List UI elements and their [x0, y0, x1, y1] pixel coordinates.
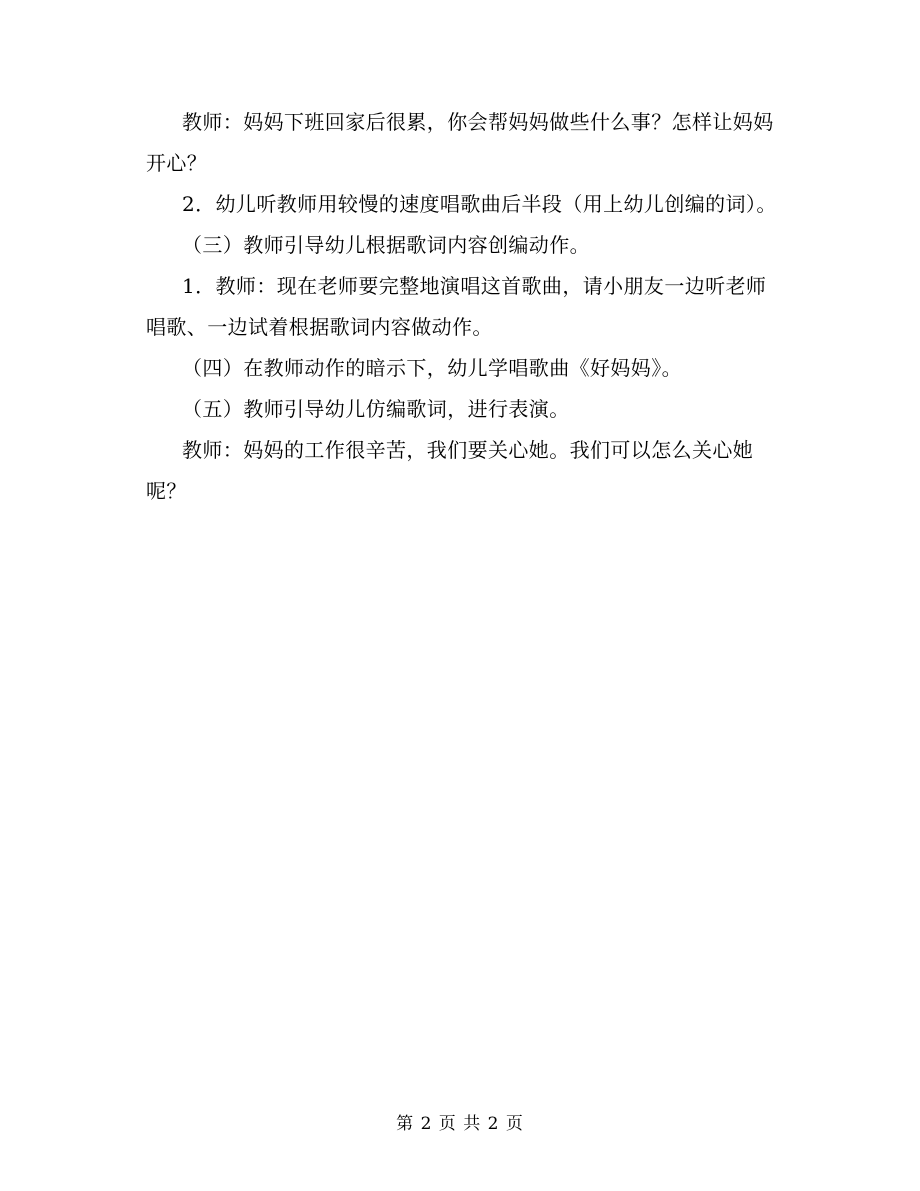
paragraph: （五）教师引导幼儿仿编歌词，进行表演。: [182, 397, 570, 421]
page-footer: [0, 1112, 920, 1136]
paragraph: 教师：妈妈下班回家后很累，你会帮妈妈做些什么事？怎样让妈妈开心？: [146, 110, 774, 175]
paragraph: （三）教师引导幼儿根据歌词内容创编动作。: [182, 233, 590, 257]
paragraph: 2．幼儿听教师用较慢的速度唱歌曲后半段（用上幼儿创编的词）。: [182, 192, 777, 216]
document-body: [146, 102, 786, 512]
paragraph: 教师：妈妈的工作很辛苦，我们要关心她。我们可以怎么关心她呢？: [146, 438, 754, 503]
paragraph: 1．教师：现在老师要完整地演唱这首歌曲，请小朋友一边听老师唱歌、一边试着根据歌词内容做动作。: [146, 274, 767, 339]
page-number: 第 2 页 共 2 页: [396, 1114, 524, 1134]
paragraph: （四）在教师动作的暗示下，幼儿学唱歌曲《好妈妈》。: [182, 356, 682, 380]
